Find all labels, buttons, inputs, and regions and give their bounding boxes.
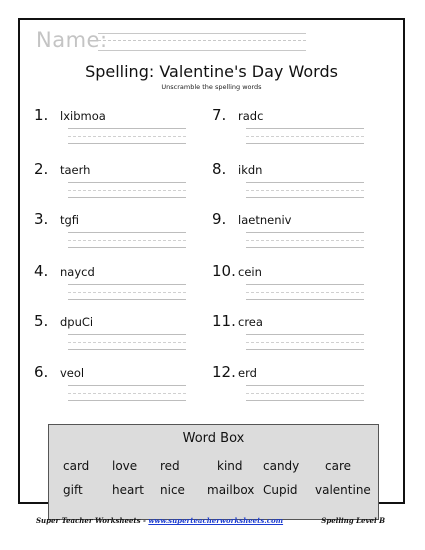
list-item	[34, 312, 194, 362]
footer-level: Spelling Level B	[321, 516, 385, 525]
name-line	[98, 33, 306, 34]
name-line	[98, 50, 306, 51]
page-title: Spelling: Valentine's Day Words	[85, 62, 338, 81]
answer-line	[246, 400, 364, 401]
word-box-word: heart	[112, 483, 144, 497]
answer-line	[68, 247, 186, 248]
scrambled-word: crea	[238, 315, 263, 329]
answer-line	[68, 292, 186, 293]
scrambled-word: cein	[238, 265, 262, 279]
word-box-word: nice	[160, 483, 185, 497]
name-line	[98, 40, 306, 41]
item-number: 2.	[34, 160, 49, 178]
item-number: 5.	[34, 312, 49, 330]
answer-line[interactable]	[246, 128, 364, 129]
item-number: 4.	[34, 262, 49, 280]
answer-line	[246, 247, 364, 248]
list-item	[212, 262, 372, 312]
word-box-title: Word Box	[182, 431, 245, 446]
scrambled-word: veol	[60, 366, 85, 380]
item-number: 1.	[34, 106, 49, 124]
answer-line[interactable]	[246, 182, 364, 183]
footer-source	[36, 516, 283, 525]
list-item	[34, 262, 194, 312]
item-number: 8.	[212, 160, 227, 178]
answer-line[interactable]	[246, 284, 364, 285]
answer-line	[246, 342, 364, 343]
name-label: Name:	[36, 28, 108, 52]
scrambled-word: dpuCi	[60, 315, 94, 329]
answer-line	[68, 190, 186, 191]
answer-line	[246, 190, 364, 191]
page-subtitle: Unscramble the spelling words	[161, 83, 262, 91]
list-item	[34, 160, 194, 210]
list-item	[34, 106, 194, 156]
answer-line	[246, 292, 364, 293]
answer-line	[246, 143, 364, 144]
scrambled-word: radc	[238, 109, 264, 123]
answer-line	[68, 342, 186, 343]
word-box-word: valentine	[315, 483, 371, 497]
word-box	[48, 424, 379, 520]
answer-line[interactable]	[68, 182, 186, 183]
word-box-word: love	[112, 459, 138, 473]
answer-line[interactable]	[68, 334, 186, 335]
list-item	[212, 363, 372, 413]
answer-line	[68, 400, 186, 401]
word-box-word: mailbox	[207, 483, 255, 497]
answer-line[interactable]	[68, 385, 186, 386]
scrambled-word: tgfi	[60, 213, 80, 227]
word-box-word: candy	[263, 459, 300, 473]
scrambled-word: naycd	[60, 265, 95, 279]
footer-link[interactable]: www.superteacherworksheets.com	[148, 516, 284, 525]
answer-line	[68, 197, 186, 198]
answer-line[interactable]	[68, 284, 186, 285]
word-box-word: Cupid	[263, 483, 298, 497]
footer-publisher: Super Teacher Worksheets -	[36, 516, 149, 525]
answer-line	[68, 240, 186, 241]
scrambled-word: taerh	[60, 163, 91, 177]
scrambled-word: lxibmoa	[60, 109, 106, 123]
answer-line[interactable]	[246, 232, 364, 233]
item-number: 11.	[212, 312, 236, 330]
answer-line	[246, 240, 364, 241]
word-box-word: gift	[63, 483, 83, 497]
name-field[interactable]	[36, 28, 306, 56]
answer-line	[246, 136, 364, 137]
answer-line	[68, 143, 186, 144]
scrambled-word: laetneniv	[238, 213, 292, 227]
answer-line[interactable]	[68, 128, 186, 129]
item-number: 12.	[212, 363, 236, 381]
scrambled-word: ikdn	[238, 163, 263, 177]
item-number: 10.	[212, 262, 236, 280]
answer-line	[246, 349, 364, 350]
item-number: 7.	[212, 106, 227, 124]
answer-line	[68, 393, 186, 394]
item-number: 3.	[34, 210, 49, 228]
list-item	[212, 106, 372, 156]
word-box-word: red	[160, 459, 180, 473]
answer-line[interactable]	[68, 232, 186, 233]
answer-line[interactable]	[246, 334, 364, 335]
list-item	[212, 210, 372, 260]
answer-line	[246, 299, 364, 300]
answer-line	[246, 197, 364, 198]
item-number: 6.	[34, 363, 49, 381]
answer-line	[68, 349, 186, 350]
answer-line	[68, 136, 186, 137]
list-item	[212, 312, 372, 362]
item-number: 9.	[212, 210, 227, 228]
word-box-word: card	[63, 459, 90, 473]
word-box-word: kind	[217, 459, 243, 473]
worksheet-frame	[18, 18, 405, 504]
list-item	[34, 210, 194, 260]
answer-line	[68, 299, 186, 300]
scrambled-word: erd	[238, 366, 257, 380]
list-item	[212, 160, 372, 210]
answer-line[interactable]	[246, 385, 364, 386]
answer-line	[246, 393, 364, 394]
word-box-word: care	[325, 459, 352, 473]
list-item	[34, 363, 194, 413]
